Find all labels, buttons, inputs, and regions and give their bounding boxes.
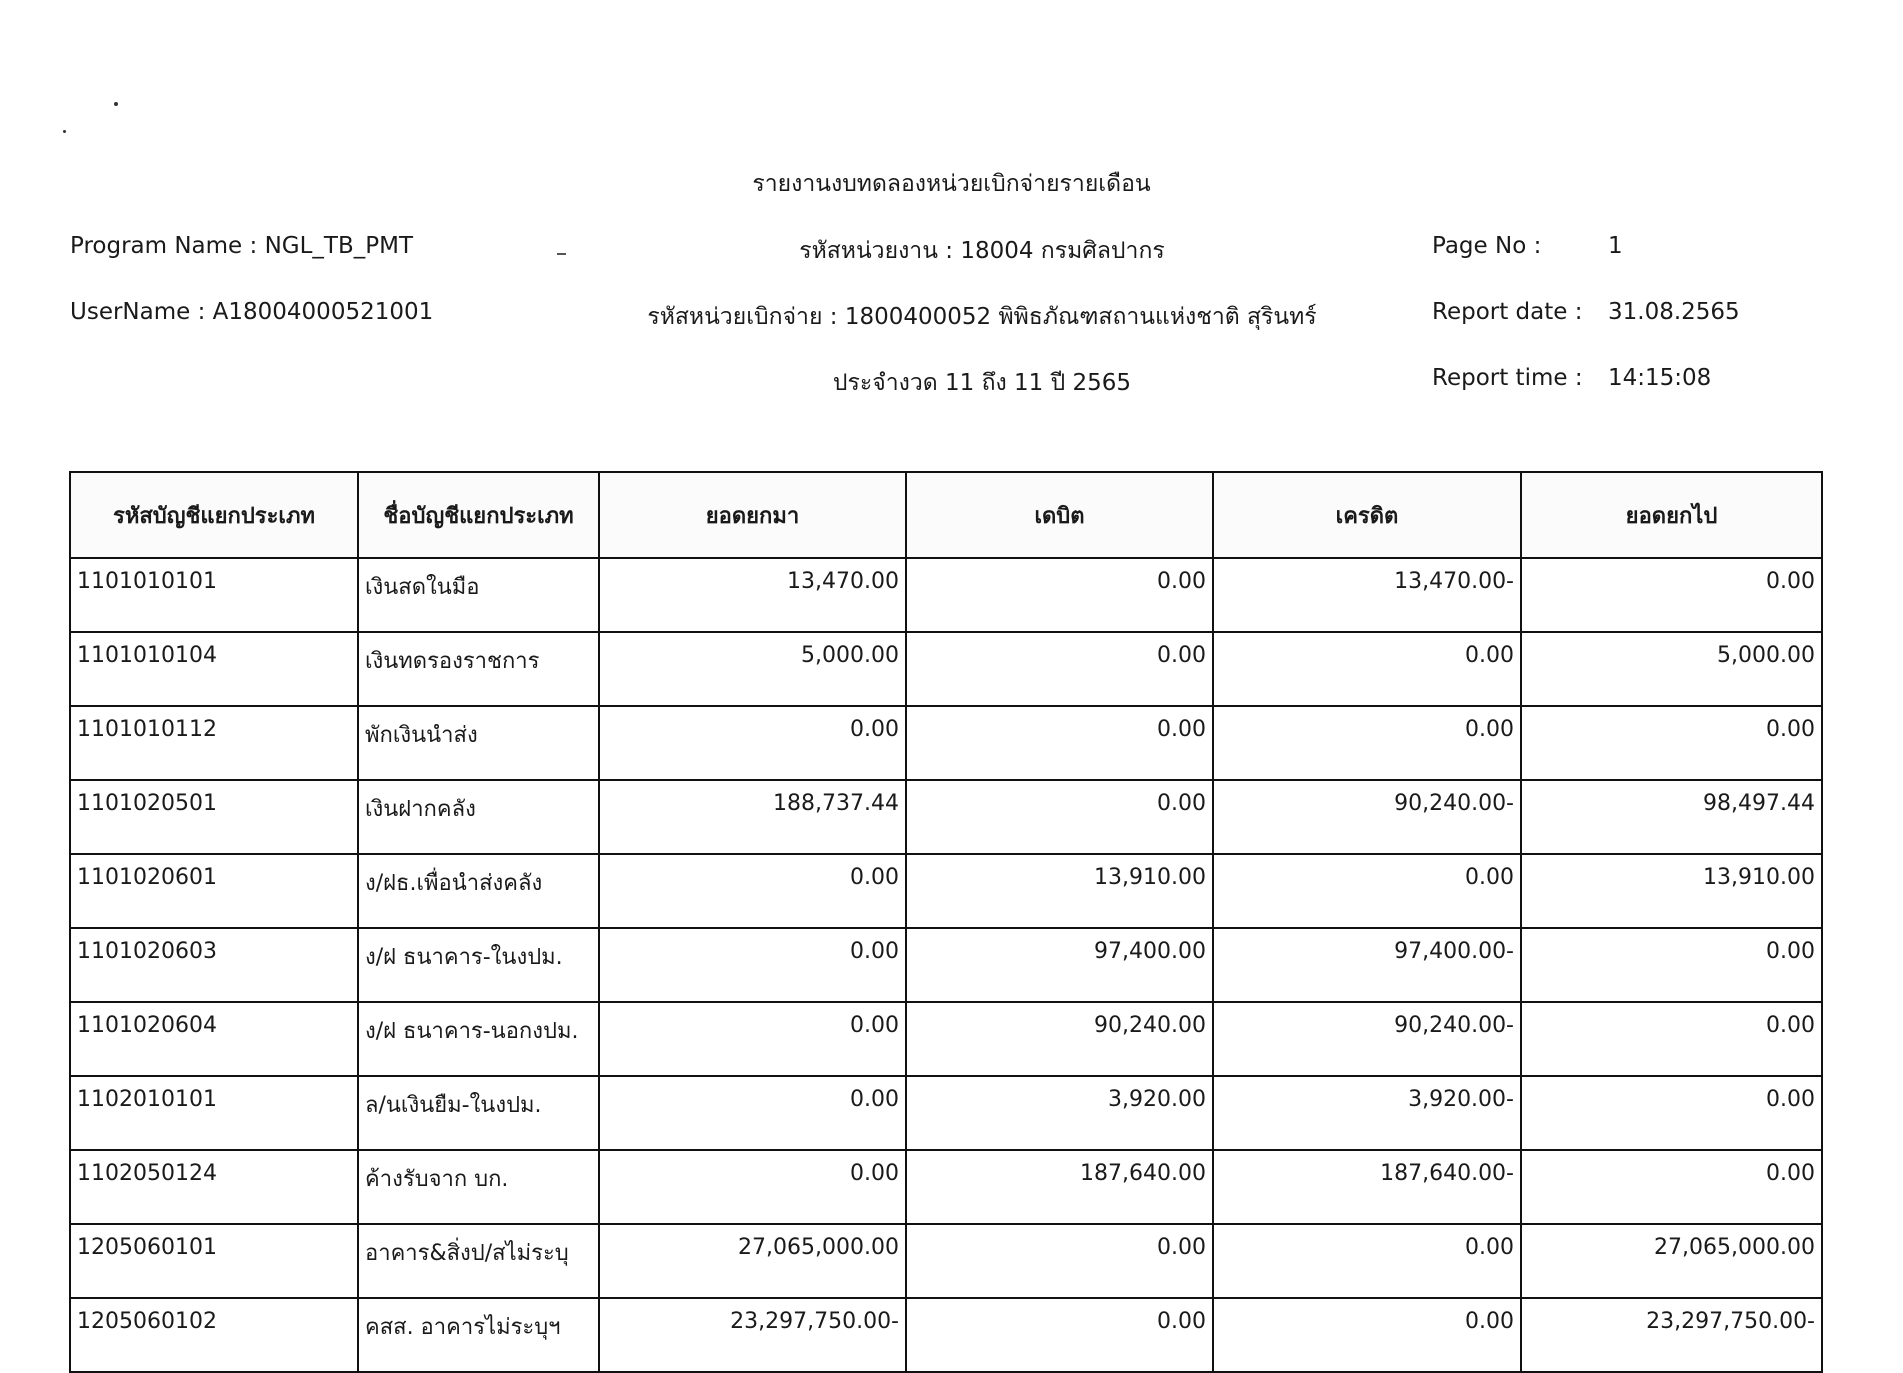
cell-debit: 3,920.00 (906, 1076, 1213, 1150)
table-row (70, 1002, 1822, 1076)
cell-credit: 0.00 (1213, 706, 1521, 780)
cell-debit: 90,240.00 (906, 1002, 1213, 1076)
page-no-value: 1 (1608, 233, 1623, 259)
cell-debit: 0.00 (906, 632, 1213, 706)
table-row (70, 632, 1822, 706)
cell-debit: 0.00 (906, 1298, 1213, 1372)
period-line: ประจำงวด 11 ถึง 11 ปี 2565 (832, 370, 1132, 396)
cell-credit: 97,400.00- (1213, 928, 1521, 1002)
table-row (70, 1224, 1822, 1298)
cell-account-name: อาคาร&สิ่งป/สไม่ระบุ (358, 1224, 599, 1298)
cell-brought-forward: 23,297,750.00- (599, 1298, 906, 1372)
table-header-row (70, 472, 1822, 558)
header-brought-forward: ยอดยกมา (599, 472, 906, 558)
scan-speck (114, 102, 118, 106)
cell-carried-forward: 0.00 (1521, 928, 1822, 1002)
cell-debit: 0.00 (906, 780, 1213, 854)
cell-credit: 3,920.00- (1213, 1076, 1521, 1150)
trial-balance-table (69, 471, 1823, 1373)
cell-brought-forward: 0.00 (599, 1150, 906, 1224)
cell-account-code: 1101010112 (70, 706, 358, 780)
cell-account-code: 1205060102 (70, 1298, 358, 1372)
cell-brought-forward: 0.00 (599, 706, 906, 780)
cell-account-name: ง/ฝ ธนาคาร-ในงปม. (358, 928, 599, 1002)
cell-brought-forward: 188,737.44 (599, 780, 906, 854)
cell-credit: 90,240.00- (1213, 1002, 1521, 1076)
cell-debit: 0.00 (906, 706, 1213, 780)
header-credit: เครดิต (1213, 472, 1521, 558)
cell-account-code: 1101020601 (70, 854, 358, 928)
header-account-name: ชื่อบัญชีแยกประเภท (358, 472, 599, 558)
table-row (70, 1150, 1822, 1224)
table-row (70, 706, 1822, 780)
cell-carried-forward: 27,065,000.00 (1521, 1224, 1822, 1298)
scan-speck (63, 130, 66, 133)
cell-carried-forward: 0.00 (1521, 558, 1822, 632)
report-date-label: Report date : (1432, 299, 1583, 325)
cell-carried-forward: 0.00 (1521, 1150, 1822, 1224)
cell-account-name: คสส. อาคารไม่ระบุฯ (358, 1298, 599, 1372)
cell-carried-forward: 0.00 (1521, 1002, 1822, 1076)
table-row (70, 558, 1822, 632)
cell-account-code: 1101010104 (70, 632, 358, 706)
cell-debit: 0.00 (906, 558, 1213, 632)
cell-account-name: เงินสดในมือ (358, 558, 599, 632)
cell-account-code: 1205060101 (70, 1224, 358, 1298)
cell-account-name: ค้างรับจาก บก. (358, 1150, 599, 1224)
report-time-value: 14:15:08 (1608, 365, 1712, 391)
cell-account-name: เงินฝากคลัง (358, 780, 599, 854)
cell-credit: 187,640.00- (1213, 1150, 1521, 1224)
cell-credit: 13,470.00- (1213, 558, 1521, 632)
table-row (70, 780, 1822, 854)
table-row (70, 1298, 1822, 1372)
cell-carried-forward: 13,910.00 (1521, 854, 1822, 928)
cell-account-name: เงินทดรองราชการ (358, 632, 599, 706)
cell-brought-forward: 5,000.00 (599, 632, 906, 706)
header-debit: เดบิต (906, 472, 1213, 558)
cell-account-name: ล/นเงินยืม-ในงปม. (358, 1076, 599, 1150)
cell-brought-forward: 0.00 (599, 1076, 906, 1150)
table-row (70, 1076, 1822, 1150)
disbursing-unit-line: รหัสหน่วยเบิกจ่าย : 1800400052 พิพิธภัณฑสถานแห่งชาติ สุรินทร์ (647, 304, 1317, 330)
cell-credit: 0.00 (1213, 1298, 1521, 1372)
cell-brought-forward: 0.00 (599, 1002, 906, 1076)
report-date-value: 31.08.2565 (1608, 299, 1740, 325)
cell-carried-forward: 98,497.44 (1521, 780, 1822, 854)
cell-debit: 97,400.00 (906, 928, 1213, 1002)
page-no-label: Page No : (1432, 233, 1542, 259)
agency-line: รหัสหน่วยงาน : 18004 กรมศิลปากร (799, 238, 1165, 264)
cell-account-code: 1101020603 (70, 928, 358, 1002)
cell-account-code: 1101010101 (70, 558, 358, 632)
cell-brought-forward: 0.00 (599, 928, 906, 1002)
cell-credit: 0.00 (1213, 1224, 1521, 1298)
cell-account-name: ง/ฝธ.เพื่อนำส่งคลัง (358, 854, 599, 928)
cell-account-code: 1102010101 (70, 1076, 358, 1150)
report-time-label: Report time : (1432, 365, 1583, 391)
cell-brought-forward: 13,470.00 (599, 558, 906, 632)
cell-debit: 13,910.00 (906, 854, 1213, 928)
cell-carried-forward: 0.00 (1521, 1076, 1822, 1150)
cell-account-code: 1102050124 (70, 1150, 358, 1224)
table-row (70, 928, 1822, 1002)
table-row (70, 854, 1822, 928)
cell-carried-forward: 0.00 (1521, 706, 1822, 780)
cell-account-code: 1101020604 (70, 1002, 358, 1076)
cell-account-code: 1101020501 (70, 780, 358, 854)
program-name: Program Name : NGL_TB_PMT (70, 233, 414, 259)
cell-account-name: ง/ฝ ธนาคาร-นอกงปม. (358, 1002, 599, 1076)
header-account-code: รหัสบัญชีแยกประเภท (70, 472, 358, 558)
cell-account-name: พักเงินนำส่ง (358, 706, 599, 780)
cell-credit: 0.00 (1213, 854, 1521, 928)
cell-brought-forward: 0.00 (599, 854, 906, 928)
cell-debit: 187,640.00 (906, 1150, 1213, 1224)
cell-credit: 90,240.00- (1213, 780, 1521, 854)
cell-debit: 0.00 (906, 1224, 1213, 1298)
report-title: รายงานงบทดลองหน่วยเบิกจ่ายรายเดือน (752, 171, 1151, 197)
cell-brought-forward: 27,065,000.00 (599, 1224, 906, 1298)
header-carried-forward: ยอดยกไป (1521, 472, 1822, 558)
cell-carried-forward: 23,297,750.00- (1521, 1298, 1822, 1372)
cell-credit: 0.00 (1213, 632, 1521, 706)
cell-carried-forward: 5,000.00 (1521, 632, 1822, 706)
user-name: UserName : A18004000521001 (70, 299, 434, 325)
